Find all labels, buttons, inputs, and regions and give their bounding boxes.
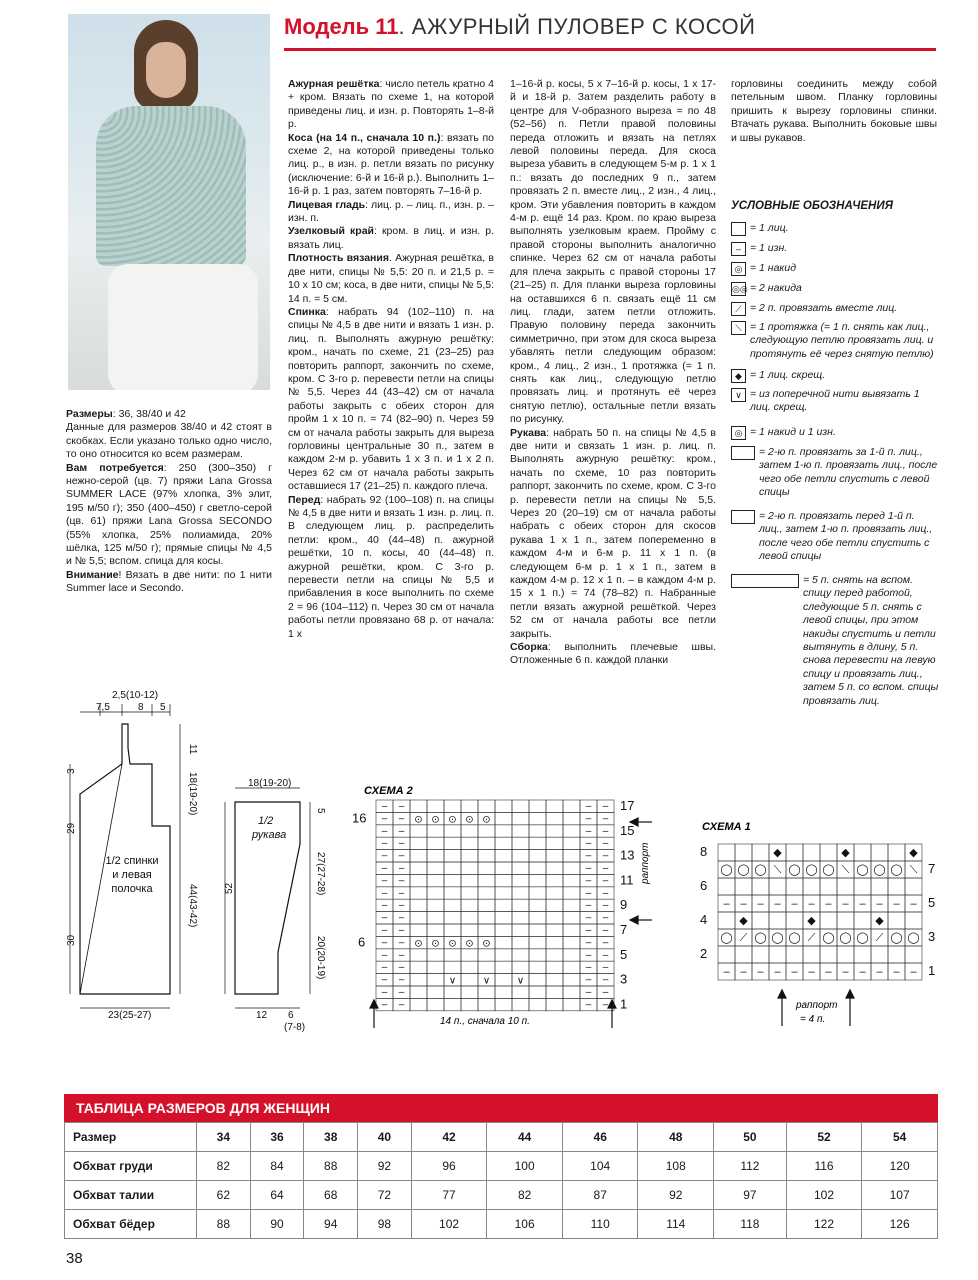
instructions-column-2 — [510, 78, 716, 668]
svg-text:–: – — [585, 987, 592, 998]
svg-text:20(20-19): 20(20-19) — [315, 936, 326, 980]
legend — [731, 200, 941, 707]
instructions-column-1 — [288, 78, 494, 641]
svg-text:4: 4 — [700, 912, 708, 927]
svg-text:–: – — [740, 966, 747, 978]
legend-symbol-icon: ∨ — [731, 388, 746, 402]
svg-text:–: – — [398, 838, 405, 850]
size-cell: 112 — [714, 1152, 787, 1181]
size-cell: 82 — [197, 1152, 251, 1181]
model-title: . АЖУРНЫЙ ПУЛОВЕР С КОСОЙ — [398, 14, 756, 39]
svg-text:–: – — [398, 962, 405, 974]
svg-text:◯: ◯ — [720, 932, 733, 944]
svg-text:–: – — [398, 912, 405, 924]
svg-text:◯: ◯ — [822, 864, 835, 876]
svg-text:–: – — [602, 801, 609, 812]
schema-1-chart — [694, 812, 954, 1042]
svg-text:–: – — [585, 937, 592, 949]
legend-symbol-icon — [731, 446, 755, 460]
size-header-cell: 50 — [714, 1123, 787, 1152]
legend-item: ◎ = 1 накид и 1 изн. — [731, 426, 939, 440]
svg-text:–: – — [381, 962, 388, 974]
svg-text:–: – — [859, 898, 866, 910]
instruction-paragraph: Перед: набрать 92 (100–108) п. на спицы № 4,5 в две нити и вязать 1 изн. р. лиц. п. В следующем лиц. р. распределить петли: кром., 40 (44–48) п. ажурной решётки, 10 п. косы, 40 (44–48) п. ажурной решётки, кром. С 3-го р. перевести петли на спицы № 5,5 и прибавления в косе выполнить по схеме 2 = 96 (104–112) п. Через 30 см от начала работы петли провязано 68 р. от начала: 1 х — [288, 493, 494, 640]
svg-text:–: – — [585, 974, 592, 986]
svg-text:–: – — [381, 825, 388, 837]
size-header-cell: 36 — [250, 1123, 304, 1152]
size-cell: 84 — [250, 1152, 304, 1181]
svg-text:–: – — [791, 966, 798, 978]
svg-text:–: – — [381, 999, 388, 1011]
size-cell: 88 — [304, 1152, 358, 1181]
size-cell: 92 — [638, 1181, 714, 1210]
svg-text:–: – — [398, 987, 405, 998]
size-cell: 94 — [304, 1210, 358, 1239]
svg-text:–: – — [774, 898, 781, 910]
size-cell: 96 — [411, 1152, 487, 1181]
svg-text:–: – — [602, 850, 609, 862]
svg-text:1: 1 — [620, 996, 628, 1012]
page-title — [284, 14, 936, 51]
instruction-paragraph: 1–16-й р. косы, 5 х 7–16-й р. косы, 1 х 17-й и 18-й р. Затем разделить работу в центре для V-образного выреза = по 48 (52–56) п. Петли правой половины переда отложить и вязать на петлях левой половины переда. Для скоса выреза убавить в следующем 5-м р. 1 х 1 п.: вязать до последних 9 п., затем провязать 2 п. вместе лиц., 2 изн., 4 лиц., кром. Эти убавления повторить в каждом 4-м р. ещё 14 раз. Кром. по краю выреза выполнять узелковым краем. Пройму с правой стороны выполнить аналогично спинке. Через 62 см от начала работы для плеча закрыть с правой стороны 17 (21–25) п. Для планки выреза горловины на оставшихся 6 п. связать ещё 11 см лиц. глади, затем петли отложить. Правую половину переда закончить симметрично, при этом для скоса выреза убавлять петли следующим образом: кром., 4 лиц., 2 изн., 1 протяжка (= 1 п. снять как лиц., следующую петлю провязать лиц. и протянуть её через снятую петлю), остальные петли вязать по рисунку. — [510, 78, 716, 426]
svg-text:–: – — [398, 900, 405, 912]
svg-text:⊙: ⊙ — [414, 814, 423, 826]
svg-text:= 4 п.: = 4 п. — [800, 1014, 826, 1025]
svg-text:◯: ◯ — [890, 864, 903, 876]
svg-text:14 п., сначала 10 п.: 14 п., сначала 10 п. — [440, 1016, 530, 1027]
svg-text:52: 52 — [224, 882, 235, 894]
svg-text:2: 2 — [700, 946, 708, 961]
svg-text:–: – — [381, 850, 388, 862]
svg-text:⊙: ⊙ — [448, 814, 457, 826]
svg-text:–: – — [585, 825, 592, 837]
svg-text:–: – — [602, 925, 609, 936]
svg-text:⟋: ⟋ — [739, 932, 748, 944]
size-table-grid — [64, 1122, 938, 1239]
page-number: 38 — [66, 1250, 83, 1267]
svg-text:◯: ◯ — [907, 932, 920, 944]
svg-text:5: 5 — [928, 895, 936, 910]
svg-text:–: – — [398, 999, 405, 1011]
svg-text:–: – — [381, 875, 388, 887]
size-cell: 107 — [862, 1181, 938, 1210]
svg-text:–: – — [381, 801, 388, 812]
svg-text:–: – — [381, 937, 388, 949]
svg-text:–: – — [791, 898, 798, 910]
instruction-paragraph: Спинка: набрать 94 (102–110) п. на спицы № 4,5 в две нити и вязать 1 изн. р. лиц. п. Выполнять ажурную решётку: кром., начать по схеме, 21 (23–25) раз повторить раппорт, закончить по схеме, кром. С 3-го р. перевести петли на спицы № 5,5. Через 44 (43–42) см от начала работы закрыть с обеих сторон для пройм 1 х 10 п. = 74 (82–90) п. Через 59 см от начала работы закрыть для выреза горловины центральные 30 п., затем в каждом 2-м р. убавить 1 х 3 п. и 1 х 2 п. Через 62 см от начала работы закрыть оставшиеся 17 (21–25) п. каждого плеча. — [288, 305, 494, 493]
svg-text:–: – — [808, 966, 815, 978]
size-cell: 102 — [786, 1181, 862, 1210]
svg-text:–: – — [910, 898, 917, 910]
size-table — [64, 1094, 938, 1239]
svg-text:–: – — [585, 863, 592, 874]
legend-symbol-icon — [731, 574, 799, 588]
svg-text:◯: ◯ — [856, 864, 869, 876]
svg-text:–: – — [757, 898, 764, 910]
svg-text:⟍: ⟍ — [909, 864, 918, 876]
svg-text:рукава: рукава — [252, 829, 287, 841]
back-top-width: 2,5(10-12) — [112, 690, 159, 701]
size-cell: Обхват груди — [65, 1152, 197, 1181]
svg-text:–: – — [398, 813, 405, 825]
svg-text:–: – — [398, 825, 405, 837]
size-cell: 122 — [786, 1210, 862, 1239]
svg-text:5: 5 — [160, 702, 166, 713]
svg-text:–: – — [585, 875, 592, 887]
svg-text:⟍: ⟍ — [841, 864, 850, 876]
svg-text:44(43-42): 44(43-42) — [187, 884, 198, 928]
legend-item: ∨ = из поперечной нити вывязать 1 лиц. скрещ. — [731, 388, 939, 415]
svg-text:–: – — [602, 887, 609, 899]
svg-text:–: – — [585, 887, 592, 899]
svg-text:◆: ◆ — [875, 915, 884, 927]
size-cell: 62 — [197, 1181, 251, 1210]
svg-text:⟍: ⟍ — [773, 864, 782, 876]
model-photo — [68, 14, 270, 390]
size-cell: 92 — [358, 1152, 412, 1181]
svg-text:6: 6 — [358, 934, 366, 950]
legend-title: УСЛОВНЫЕ ОБОЗНАЧЕНИЯ — [731, 200, 893, 212]
svg-text:–: – — [602, 838, 609, 850]
table-row — [65, 1181, 938, 1210]
svg-text:–: – — [381, 912, 388, 924]
svg-text:⊙: ⊙ — [431, 938, 440, 950]
garment-pattern — [60, 684, 350, 1034]
size-cell: 100 — [487, 1152, 563, 1181]
svg-text:–: – — [585, 801, 592, 812]
svg-text:–: – — [398, 974, 405, 986]
table-row — [65, 1210, 938, 1239]
svg-text:18(19-20): 18(19-20) — [187, 772, 198, 816]
svg-text:–: – — [876, 898, 883, 910]
instruction-paragraph: Сборка: выполнить плечевые швы. Отложенные 6 п. каждой планки — [510, 641, 716, 667]
svg-text:8: 8 — [700, 844, 708, 859]
svg-text:30: 30 — [66, 934, 77, 946]
svg-text:–: – — [585, 949, 592, 961]
svg-text:16: 16 — [352, 810, 367, 826]
instruction-paragraph: Лицевая гладь: лиц. р. – лиц. п., изн. р. – изн. п. — [288, 198, 494, 225]
legend-symbol-icon: ⟍ — [731, 321, 746, 335]
legend-item: = 1 лиц. — [731, 222, 939, 236]
svg-text:–: – — [602, 987, 609, 998]
svg-text:–: – — [398, 937, 405, 949]
svg-text:–: – — [381, 863, 388, 874]
svg-text:9: 9 — [620, 897, 628, 913]
size-table-title: ТАБЛИЦА РАЗМЕРОВ ДЛЯ ЖЕНЩИН — [64, 1094, 938, 1122]
svg-text:–: – — [602, 999, 609, 1011]
svg-text:◯: ◯ — [788, 864, 801, 876]
sleeve-label: 1/2 — [258, 815, 274, 827]
size-cell: 102 — [411, 1210, 487, 1239]
schema-2-chart — [350, 780, 670, 1040]
svg-text:◆: ◆ — [739, 915, 748, 927]
instruction-paragraph: Узелковый край: кром. в лиц. и изн. р. вязать лиц. — [288, 225, 494, 251]
svg-text:раппорт: раппорт — [796, 1000, 838, 1011]
svg-text:–: – — [585, 999, 592, 1011]
back-label: 1/2 спинки — [105, 855, 159, 867]
legend-item: = 2-ю п. провязать перед 1-й п. лиц., затем 1-ю п. провязать лиц., после чего обе петли спустить с левой спицы — [731, 510, 939, 564]
svg-text:–: – — [842, 898, 849, 910]
svg-text:–: – — [585, 925, 592, 936]
svg-text:7: 7 — [620, 922, 628, 937]
svg-text:◯: ◯ — [720, 864, 733, 876]
svg-text:15: 15 — [620, 822, 635, 838]
svg-text:12: 12 — [256, 1010, 268, 1021]
svg-text:–: – — [602, 912, 609, 924]
size-cell: 68 — [304, 1181, 358, 1210]
svg-text:–: – — [585, 850, 592, 862]
legend-symbol-icon: ◎ — [731, 262, 746, 276]
svg-text:–: – — [381, 987, 388, 998]
legend-symbol-icon — [731, 510, 755, 524]
svg-text:–: – — [602, 974, 609, 986]
size-cell: 106 — [487, 1210, 563, 1239]
svg-text:–: – — [585, 900, 592, 912]
size-header-cell: 52 — [786, 1123, 862, 1152]
svg-text:◯: ◯ — [771, 932, 784, 944]
svg-text:5: 5 — [620, 946, 628, 962]
size-cell: 108 — [638, 1152, 714, 1181]
svg-text:◯: ◯ — [805, 864, 818, 876]
svg-text:–: – — [398, 801, 405, 812]
svg-text:◯: ◯ — [754, 864, 767, 876]
svg-text:◆: ◆ — [807, 915, 816, 927]
svg-text:–: – — [381, 813, 388, 825]
svg-text:27(27-28): 27(27-28) — [315, 852, 326, 896]
legend-symbol-icon: ◎◎ — [732, 284, 748, 294]
size-cell: 120 — [862, 1152, 938, 1181]
size-cell: 126 — [862, 1210, 938, 1239]
size-header-cell: 42 — [411, 1123, 487, 1152]
svg-text:∨: ∨ — [448, 975, 457, 987]
legend-item: ◎◎ = 2 накида — [732, 282, 802, 294]
size-cell: 72 — [358, 1181, 412, 1210]
svg-text:(7-8): (7-8) — [284, 1022, 306, 1033]
svg-text:–: – — [602, 863, 609, 874]
svg-text:7,5: 7,5 — [96, 702, 110, 713]
schema-1-title: СХЕМА 1 — [702, 821, 751, 833]
svg-text:6: 6 — [288, 1010, 294, 1021]
svg-text:–: – — [808, 898, 815, 910]
size-cell: 82 — [487, 1181, 563, 1210]
svg-text:–: – — [825, 966, 832, 978]
svg-text:–: – — [381, 887, 388, 899]
svg-text:–: – — [398, 887, 405, 899]
svg-text:5: 5 — [315, 808, 326, 814]
legend-item: – = 1 изн. — [731, 242, 939, 256]
svg-text:–: – — [398, 949, 405, 961]
size-cell: 77 — [411, 1181, 487, 1210]
svg-text:–: – — [585, 962, 592, 974]
svg-text:–: – — [602, 962, 609, 974]
size-cell: 88 — [197, 1210, 251, 1239]
svg-text:◯: ◯ — [822, 932, 835, 944]
svg-text:–: – — [585, 912, 592, 924]
svg-text:–: – — [381, 900, 388, 912]
svg-text:–: – — [774, 966, 781, 978]
svg-text:23(25-27): 23(25-27) — [108, 1010, 152, 1021]
svg-text:17: 17 — [620, 798, 635, 813]
svg-text:полочка: полочка — [111, 883, 153, 895]
size-cell: 104 — [562, 1152, 638, 1181]
svg-text:–: – — [723, 966, 730, 978]
svg-text:–: – — [757, 966, 764, 978]
schema-2-title: СХЕМА 2 — [364, 785, 413, 797]
svg-text:–: – — [602, 937, 609, 949]
size-cell: 110 — [562, 1210, 638, 1239]
svg-text:⊙: ⊙ — [482, 938, 491, 950]
svg-text:8: 8 — [138, 702, 144, 713]
svg-text:6: 6 — [700, 878, 708, 893]
size-cell: 87 — [562, 1181, 638, 1210]
legend-symbol-icon: ⟋ — [731, 302, 746, 316]
size-header-cell: 54 — [862, 1123, 938, 1152]
legend-symbol-icon: ◆ — [731, 369, 746, 383]
size-cell: Обхват талии — [65, 1181, 197, 1210]
svg-text:–: – — [740, 898, 747, 910]
size-cell: 118 — [714, 1210, 787, 1239]
instruction-paragraph: Рукава: набрать 50 п. на спицы № 4,5 в две нити и связать 1 изн. р. лиц. п. Выполнять ажурную решётку: кром., начать по схеме, 10 раз повторить раппорт, закончить по схеме, кром. С 3-го р. перевести петли на спицы № 5,5. Через 20 (20–19) см от начала работы набрать с обеих сторон для скосов рукава 1 х 1 п., затем попеременно в каждом 4-м и 6-м р. 11 х 1 п. (в следующем 6-м р. 1 х 1 п., затем в каждом 4-м р. 12 х 1 п. – в каждом 4-м р. 15 х 1 п.) = 74 (78–82) п. Набранные петли вязать ажурной решёткой. Через 52 см от начала работы все петли закрыть. — [510, 426, 716, 640]
svg-text:∨: ∨ — [516, 975, 525, 987]
legend-item: = 5 п. снять на вспом. спицу перед работой, следующие 5 п. снять с левой спицы, при этом накиды спустить и петли вытянуть в длину, 5 п. снова перевести на левую спицу и провязать лиц., затем 5 п. со вспом. спицы провязать лиц. — [731, 574, 939, 708]
size-cell: 116 — [786, 1152, 862, 1181]
legend-symbol-icon — [731, 222, 746, 236]
legend-item: ◆ = 1 лиц. скрещ. — [731, 369, 939, 383]
svg-text:раппорт: раппорт — [640, 842, 651, 884]
svg-text:–: – — [381, 838, 388, 850]
svg-text:–: – — [876, 966, 883, 978]
size-header-cell: 44 — [487, 1123, 563, 1152]
size-cell: 90 — [250, 1210, 304, 1239]
size-header-cell: 34 — [197, 1123, 251, 1152]
svg-text:◯: ◯ — [856, 932, 869, 944]
svg-text:⟋: ⟋ — [875, 932, 884, 944]
svg-text:◆: ◆ — [909, 847, 918, 859]
size-cell: Обхват бёдер — [65, 1210, 197, 1239]
size-header-cell: 38 — [304, 1123, 358, 1152]
svg-text:◆: ◆ — [841, 847, 850, 859]
svg-text:⊙: ⊙ — [431, 814, 440, 826]
svg-text:–: – — [842, 966, 849, 978]
sizes-block: Размеры: 36, 38/40 и 42 Данные для размеров 38/40 и 42 стоят в скобках. Если указано только одно число, то оно относится ко всем размерам. Вам потребуется: 250 (300–350) г нежно-серой (цв. 7) пряжи Lana Grossa SUMMER LACE (97% хлопка, 3% элит, 195 м/50 г); 350 (400–450) г светло-серой (цв. 61) пряжи Lana Grossa SECONDO (55% хлопка, 25% полиамида, 20% шёлка, 125 м/50 г); прямые спицы № 4,5 и № 5,5; вспом. спица для косы. Внимание! Вязать в две нити: по 1 нити Summer lace и Secondo. — [66, 408, 272, 595]
svg-text:3: 3 — [928, 929, 936, 944]
svg-text:⊙: ⊙ — [482, 814, 491, 826]
svg-text:–: – — [398, 850, 405, 862]
svg-text:–: – — [381, 925, 388, 936]
svg-text:29: 29 — [66, 822, 77, 834]
svg-text:11: 11 — [620, 872, 634, 888]
svg-text:–: – — [910, 966, 917, 978]
svg-text:–: – — [602, 875, 609, 887]
svg-text:–: – — [602, 949, 609, 961]
svg-text:–: – — [825, 898, 832, 910]
svg-text:–: – — [723, 898, 730, 910]
svg-text:–: – — [398, 925, 405, 936]
svg-text:3: 3 — [66, 768, 77, 774]
svg-text:–: – — [602, 813, 609, 825]
instruction-paragraph: Коса (на 14 п., сначала 10 п.): вязать по схеме 2, на которой приведены только лиц. р., в изн. р. петли вязать по рисунку (исключение: 6-й и 16-й р.). Выполнить 1–16-й р. 1 раз, затем повторять 7–16-й р. — [288, 131, 494, 198]
svg-text:–: – — [602, 825, 609, 837]
svg-text:13: 13 — [620, 847, 635, 863]
svg-text:18(19-20): 18(19-20) — [248, 778, 292, 789]
size-header-cell: 46 — [562, 1123, 638, 1152]
svg-text:и левая: и левая — [112, 869, 152, 881]
model-number: Модель 11 — [284, 14, 399, 39]
size-cell: 64 — [250, 1181, 304, 1210]
svg-text:11: 11 — [187, 744, 198, 755]
svg-text:◯: ◯ — [737, 864, 750, 876]
svg-text:–: – — [893, 966, 900, 978]
instruction-paragraph: Ажурная решётка: число петель кратно 4 + кром. Вязать по схеме 1, на которой приведены лиц. и изн. р. Повторять 1–8-й р. — [288, 78, 494, 131]
svg-text:–: – — [398, 863, 405, 874]
svg-text:◯: ◯ — [754, 932, 767, 944]
svg-text:⊙: ⊙ — [448, 938, 457, 950]
svg-text:7: 7 — [928, 861, 936, 876]
legend-symbol-icon: ◎ — [731, 426, 746, 440]
legend-item: ⟍ = 1 протяжка (= 1 п. снять как лиц., следующую петлю провязать лиц. и протянуть её через снятую петлю) — [731, 321, 939, 361]
legend-item: ⟋ = 2 п. провязать вместе лиц. — [731, 302, 939, 316]
svg-text:⊙: ⊙ — [465, 938, 474, 950]
svg-text:⊙: ⊙ — [414, 938, 423, 950]
svg-text:–: – — [398, 875, 405, 887]
svg-text:–: – — [585, 838, 592, 850]
svg-text:1: 1 — [928, 963, 936, 978]
svg-text:◯: ◯ — [788, 932, 801, 944]
size-cell: 114 — [638, 1210, 714, 1239]
svg-text:–: – — [381, 974, 388, 986]
svg-text:–: – — [381, 949, 388, 961]
svg-text:◯: ◯ — [890, 932, 903, 944]
svg-text:⊙: ⊙ — [465, 814, 474, 826]
svg-text:–: – — [602, 900, 609, 912]
svg-text:∨: ∨ — [482, 975, 491, 987]
size-cell: 97 — [714, 1181, 787, 1210]
svg-text:◆: ◆ — [773, 847, 782, 859]
instruction-paragraph: Плотность вязания. Ажурная решётка, в две нити, спицы № 5,5: 20 п. и 21,5 р. = 10 х 10 см; коса, в две нити, спицы № 5,5: 14 п. = 5 см. — [288, 252, 494, 305]
svg-text:–: – — [585, 813, 592, 825]
instructions-column-3: горловины соединить между собой петельным швом. Планку горловины пришить к вырезу горловины спинки. Втачать рукава. Выполнить боковые швы и швы рукавов. — [731, 78, 937, 144]
svg-text:⟋: ⟋ — [807, 932, 816, 944]
svg-text:◯: ◯ — [839, 932, 852, 944]
svg-text:3: 3 — [620, 971, 628, 987]
size-header-cell: Размер — [65, 1123, 197, 1152]
svg-text:◯: ◯ — [873, 864, 886, 876]
table-row — [65, 1152, 938, 1181]
size-header-cell: 40 — [358, 1123, 412, 1152]
size-header-cell: 48 — [638, 1123, 714, 1152]
svg-text:–: – — [859, 966, 866, 978]
legend-symbol-icon: – — [731, 242, 746, 256]
size-cell: 98 — [358, 1210, 412, 1239]
legend-item: ◎ = 1 накид — [731, 262, 939, 276]
legend-item: = 2-ю п. провязать за 1-й п. лиц., затем 1-ю п. провязать лиц., после чего обе петли спустить с левой спицы — [731, 446, 939, 500]
svg-text:–: – — [893, 898, 900, 910]
